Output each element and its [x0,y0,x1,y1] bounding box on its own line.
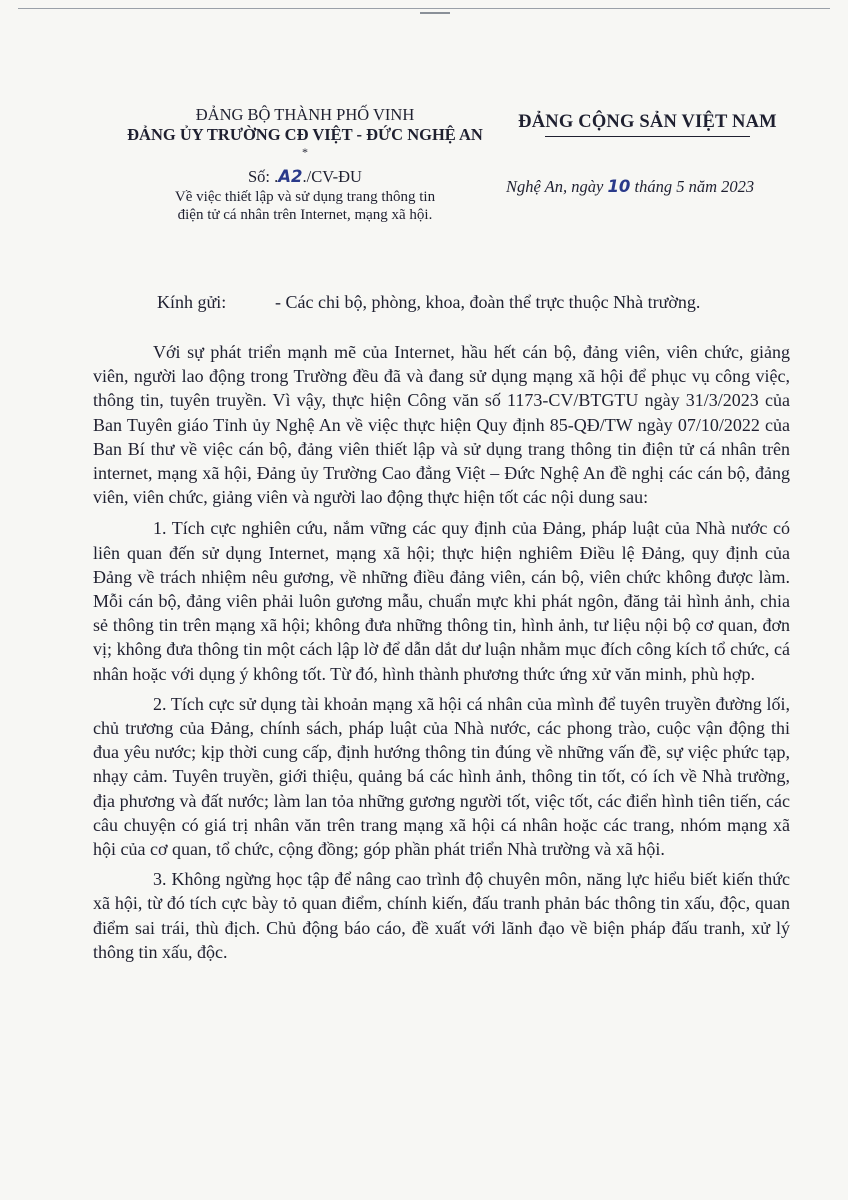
subject-line-2: điện tử cá nhân trên Internet, mạng xã hội. [177,207,433,223]
document-number-prefix: Số: . [248,167,279,186]
party-committee-city: ĐẢNG BỘ THÀNH PHỐ VINH [195,105,415,124]
party-name: ĐẢNG CỘNG SẢN VIỆT NAM [518,112,777,132]
scan-edge-line [18,8,830,9]
recipient [157,290,700,314]
paragraph-item-3: 3. Không ngừng học tập để nâng cao trình độ chuyên môn, năng lực hiểu biết kiến thức xã hội, từ đó tích cực bày tỏ quan điểm, chính kiến, đấu tranh phản bác thông tin xấu, độc, quan điểm sai trái, thù địch. Chủ động báo cáo, đề xuất với lãnh đạo về biện pháp đấu tranh, xử lý thông tin xấu, độc. [93,869,790,962]
scan-mark [420,12,450,14]
star-mark: * [302,145,308,159]
document-number-handwritten: A2 [278,167,303,186]
paragraph-item-1: 1. Tích cực nghiên cứu, nắm vững các quy định của Đảng, pháp luật của Nhà nước có liên quan đến sử dụng Internet, mạng xã hội; thực hiện nghiêm Điều lệ Đảng, quy định của Đảng về trách nhiệm nêu gương, về những điều đảng viên, cán bộ, viên chức không được làm. Mỗi cán bộ, đảng viên phải luôn gương mẫu, chuẩn mực khi phát ngôn, đăng tải hình ảnh, chia sẻ thông tin trên mạng xã hội; không đưa những thông tin, hình ảnh, tư liệu nội bộ cơ quan, đơn vị; không đưa thông tin một cách lập lờ để dẫn dắt dư luận nhằm mục đích công kích tổ chức, cá nhân hoặc với dụng ý không tốt. Từ đó, hình thành phương thức ứng xử văn minh, phù hợp. [93,518,790,684]
header-right [505,111,790,137]
subject-line-1: Về việc thiết lập và sử dụng trang thông tin [174,189,436,205]
paragraph-item-2: 2. Tích cực sử dụng tài khoản mạng xã hội cá nhân của mình để tuyên truyền đường lối, chủ trương của Đảng, chính sách, pháp luật của Nhà nước, các phong trào, cuộc vận động thi đua yêu nước; kịp thời cung cấp, định hướng thông tin đúng về những vấn đề, sự việc phức tạp, nhạy cảm. Tuyên truyền, giới thiệu, quảng bá các hình ảnh, thông tin tốt, có ích về Nhà trường, địa phương và đất nước; làm lan tỏa những gương người tốt, việc tốt, các điển hình tiên tiến, các câu chuyện có giá trị nhân văn trên trang mạng xã hội cá nhân hoặc các trang, nhóm mạng xã hội của cơ quan, tổ chức, cộng đồng; góp phần phát triển Nhà trường và xã hội. [93,693,790,860]
document-number-suffix: ./CV-ĐU [302,167,362,186]
party-committee-school: ĐẢNG ỦY TRƯỜNG CĐ VIỆT - ĐỨC NGHỆ AN [127,125,483,144]
document-number [60,166,550,188]
party-name-underline [545,136,750,137]
header-left [60,105,550,224]
recipient-label: Kính gửi: [157,292,227,312]
date-day-handwritten: 10 [607,177,631,196]
document-date [506,176,806,198]
document-body [93,340,790,970]
recipient-value: - Các chi bộ, phòng, khoa, đoàn thể trực thuộc Nhà trường. [275,292,701,312]
date-suffix: tháng 5 năm 2023 [630,177,755,196]
date-prefix: Nghệ An, ngày [506,177,608,196]
paragraph-intro: Với sự phát triển mạnh mẽ của Internet, hầu hết cán bộ, đảng viên, viên chức, giảng viên, người lao động trong Trường đều đã và đang sử dụng mạng xã hội để phục vụ công việc, thông tin, tuyên truyền. Vì vậy, thực hiện Công văn số 1173-CV/BTGTU ngày 31/3/2023 của Ban Tuyên giáo Tỉnh ủy Nghệ An về việc thực hiện Quy định 85-QĐ/TW ngày 07/10/2022 của Ban Bí thư về việc cán bộ, đảng viên thiết lập và sử dụng trang thông tin điện tử cá nhân trên internet, mạng xã hội, Đảng ủy Trường Cao đẳng Việt – Đức Nghệ An đề nghị các cán bộ, đảng viên, viên chức, giảng viên và người lao động thực hiện tốt các nội dung sau: [93,342,790,508]
